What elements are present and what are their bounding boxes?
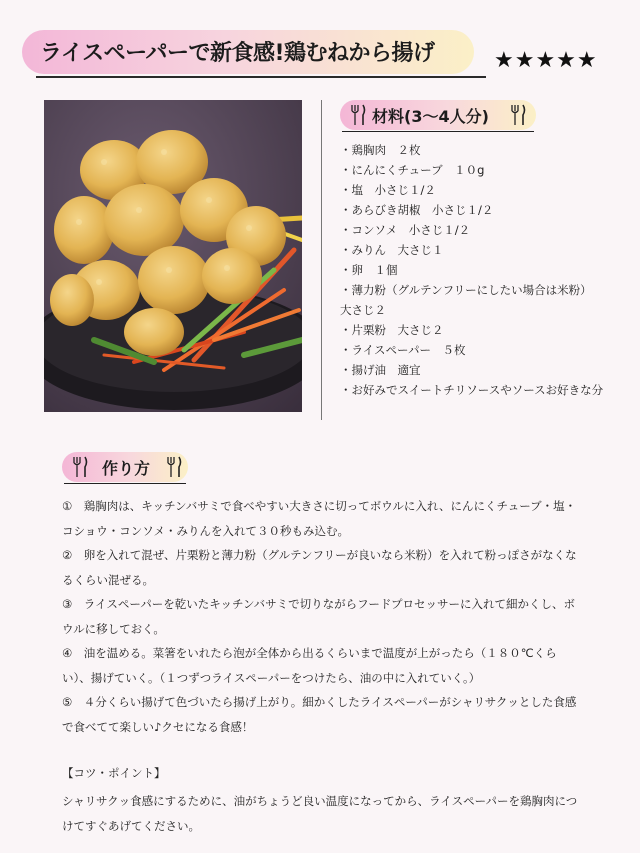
- method-line: で食べてて楽しい♪クセになる食感！: [62, 719, 254, 734]
- ingredient-item: ・ライスペーパー ５枚: [340, 343, 466, 357]
- tips-heading: 【コツ・ポイント】: [62, 766, 166, 780]
- ingredient-item: ・薄力粉（グルテンフリーにしたい場合は米粉）: [340, 283, 592, 297]
- ingredients-heading: [340, 100, 540, 130]
- ingredient-item: ・揚げ油 適宜: [340, 363, 421, 377]
- method-line: ② 卵を入れて混ぜ、片栗粉と薄力粉（グルテンフリーが良いなら米粉）を入れて粉っぽさがなくな: [62, 548, 577, 562]
- method-title: 作り方: [102, 459, 151, 478]
- method-line: コショウ・コンソメ・みりんを入れて３０秒もみ込む。: [62, 523, 350, 538]
- tips-body: [62, 789, 592, 838]
- ingredient-item: ・卵 １個: [340, 263, 398, 277]
- method-steps: [62, 494, 592, 739]
- title-underline: [36, 76, 486, 78]
- ingredient-item: ・鶏胸肉 ２枚: [340, 143, 421, 157]
- ingredient-item: ・あらびき胡椒 小さじ１/２: [340, 203, 494, 217]
- method-heading: [62, 452, 192, 482]
- ingredient-item: ・みりん 大さじ１: [340, 243, 444, 257]
- tips-line: けてすぐあげてください。: [62, 818, 200, 833]
- method-line: い）、揚げていく。（１つずつライスペーパーをつけたら、油の中に入れていく。）: [62, 670, 481, 685]
- title-banner: [22, 30, 474, 76]
- method-line: ④ 油を温める。菜箸をいれたら泡が全体から出るくらいまで温度が上がったら（１８０℃くら: [62, 646, 557, 660]
- heading-underline: [64, 483, 186, 484]
- ingredient-item: ・コンソメ 小さじ１/２: [340, 223, 471, 237]
- fork-knife-icon: [510, 104, 526, 126]
- ingredient-item: 大さじ２: [340, 303, 386, 317]
- page-title: ライスペーパーで新食感!鶏むねから揚げ: [40, 41, 435, 66]
- ingredient-item: ・お好みでスイートチリソースやソースお好きな分: [340, 383, 604, 397]
- method-line: るくらい混ぜる。: [62, 572, 154, 587]
- ingredients-title: 材料(3〜4人分): [372, 107, 489, 126]
- fork-knife-icon: [72, 456, 88, 478]
- ingredient-item: ・塩 小さじ１/２: [340, 183, 436, 197]
- fork-knife-icon: [166, 456, 182, 478]
- ingredient-item: ・にんにくチューブ １０g: [340, 163, 485, 177]
- heading-underline: [342, 131, 534, 132]
- column-divider: [321, 100, 322, 420]
- ingredient-item: ・片栗粉 大さじ２: [340, 323, 444, 337]
- method-line: ウルに移しておく。: [62, 621, 165, 636]
- method-line: ① 鶏胸肉は、キッチンバサミで食べやすい大きさに切ってボウルに入れ、にんにくチューブ・塩・: [62, 499, 577, 513]
- method-line: ⑤ ４分くらい揚げて色づいたら揚げ上がり。細かくしたライスペーパーがシャリサクッとした食感: [62, 695, 577, 709]
- star-rating: ★★★★★: [494, 48, 598, 73]
- fork-knife-icon: [350, 104, 366, 126]
- method-line: ③ ライスペーパーを乾いたキッチンバサミで切りながらフードプロセッサーに入れて細かくし、ボ: [62, 597, 575, 611]
- tips-line: シャリサクッ食感にするために、油がちょうど良い温度になってから、ライスペーパーを鶏胸肉につ: [62, 794, 578, 808]
- ingredients-list: [340, 140, 630, 400]
- fried-chicken-photo: [44, 100, 302, 412]
